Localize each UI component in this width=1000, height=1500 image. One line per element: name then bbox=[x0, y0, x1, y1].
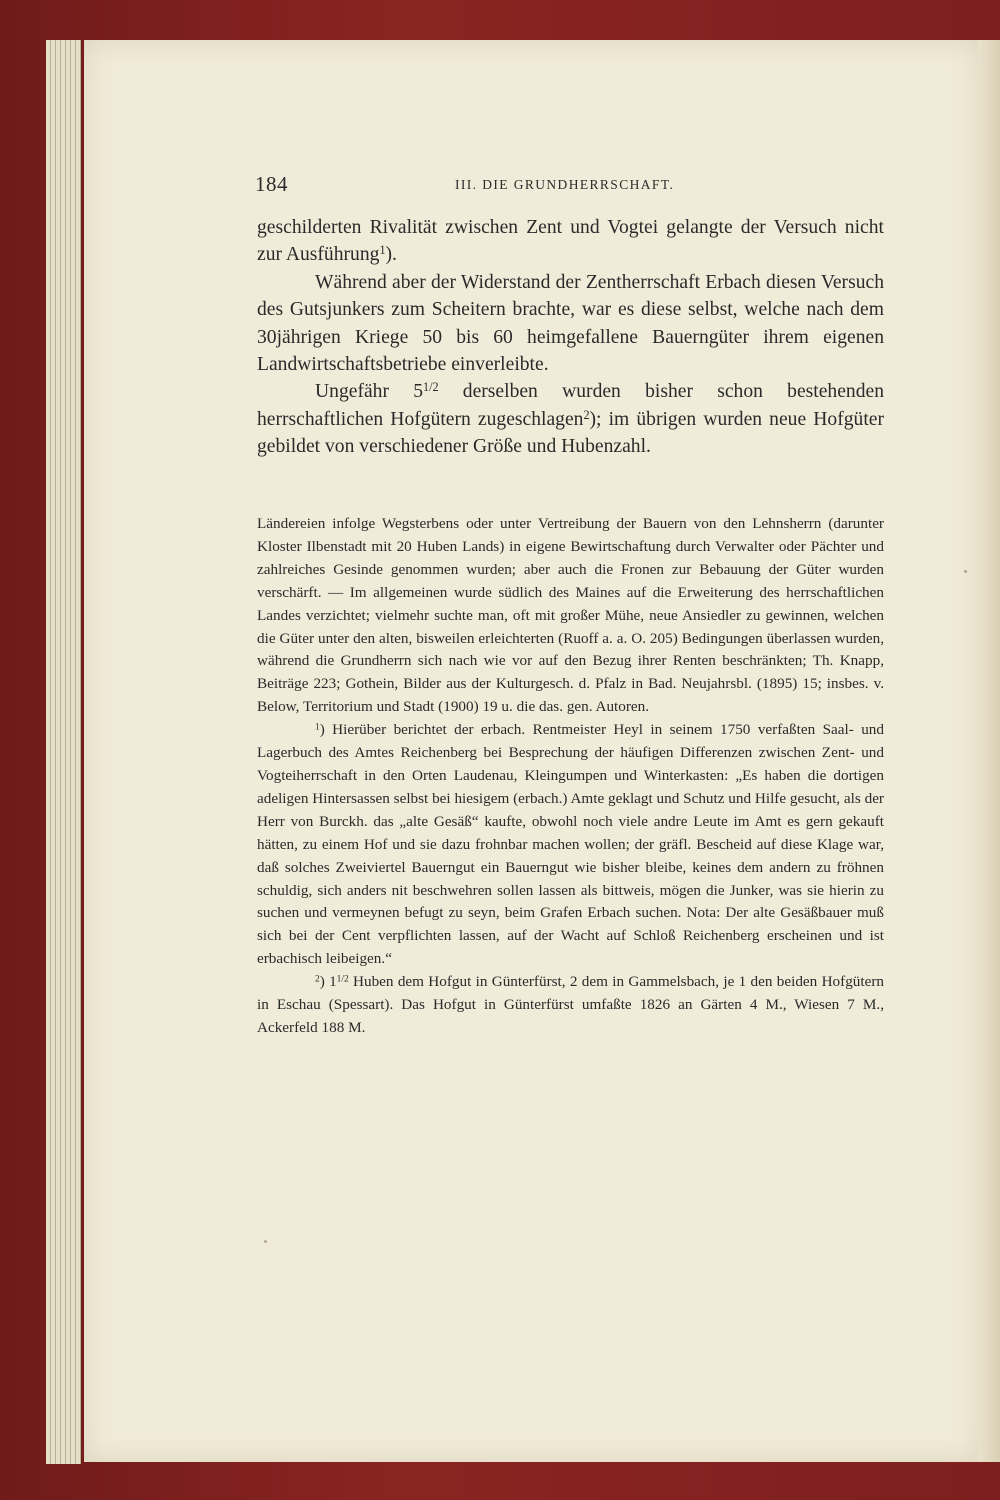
paragraph-text: ); im übrigen wurden neue Hofgüter gebildet von verschiedener Größe und Hubenzahl. bbox=[257, 408, 884, 458]
footnotes bbox=[257, 513, 884, 1040]
paragraph-text: geschilderten Rivalität zwischen Zent und Vogtei gelangte der Versuch nicht zur Ausführung bbox=[257, 217, 884, 266]
paragraph bbox=[257, 378, 884, 460]
paragraph-text: ). bbox=[385, 244, 397, 266]
footnote-mark: 2 bbox=[315, 974, 320, 985]
running-head: III. DIE GRUNDHERRSCHAFT. bbox=[455, 177, 675, 192]
page-edge bbox=[76, 40, 81, 1464]
footnote-ref: 2 bbox=[583, 407, 590, 422]
footnote-mark: 1 bbox=[315, 722, 320, 733]
paragraph-text: derselben wurden bisher schon bestehenden herrschaftlichen Hofgütern zugeschlagen bbox=[257, 381, 885, 430]
footnote-text: Huben dem Hofgut in Günterfürst, 2 dem in Gammelsbach, je 1 den beiden Hofgütern in Eschau (Spessart). Das Hofgut in Günterfürst umfaßte 1826 an Gärten 4 M., Wiesen 7 M., Ackerfeld 188 M. bbox=[257, 973, 884, 1036]
page-number: 184 bbox=[255, 172, 288, 196]
paragraph: Während aber der Widerstand der Zentherrschaft Erbach diesen Versuch des Gutsjunkers zum Scheitern brachte, war es diese selbst, welche nach dem 30jährigen Kriege 50 bis 60 heimgefallene Bauerngüter ihrem eigenen Landwirtschaftsbetriebe einverleibte. bbox=[257, 271, 884, 376]
page-header bbox=[255, 168, 885, 202]
footnote-1 bbox=[257, 719, 884, 971]
fraction: 1/2 bbox=[423, 380, 439, 395]
paragraph-text: Ungefähr 5 bbox=[315, 381, 424, 403]
footnote-continuation: Ländereien infolge Wegsterbens oder unter Vertreibung der Bauern von den Lehnsherrn (darunter Kloster Ilbenstadt mit 20 Huben Lands) in eigene Bewirtschaftung durch Verwalter oder Pächter und zahlreiches Gesinde genommen wurden; aber auch die Fronen zur Bebauung der Güter wurden verschärft. — Im allgemeinen wurde südlich des Maines auf die Erweiterung des herrschaftlichen Landes verzichtet; vielmehr suchte man, oft mit großer Mühe, neue Ansiedler zu gewinnen, welchen die Güter unter den alten, bisweilen erleichterten (Ruoff a. a. O. 205) Bedingungen überlassen wurden, während die Grundherrn sich nach wie vor auf den Bezug ihrer Renten beschränkten; Th. Knapp, Beiträge 223; Gothein, Bilder aus der Kulturgesch. d. Pfalz in Bad. Neujahrsbl. (1895) 15; insbes. v. Below, Territorium und Stadt (1900) 19 u. die das. gen. Autoren. bbox=[257, 515, 884, 716]
paper-speck bbox=[264, 1240, 267, 1243]
paper-speck bbox=[964, 570, 967, 573]
footnote-2 bbox=[257, 971, 884, 1040]
footnote-ref: 1 bbox=[379, 243, 386, 258]
footnote-text: ) 1 bbox=[319, 973, 337, 991]
next-page-edge bbox=[978, 40, 1000, 1462]
body-text bbox=[257, 214, 884, 461]
fraction: 1/2 bbox=[336, 974, 349, 985]
paragraph bbox=[257, 214, 884, 269]
footnote-text: ) Hierüber berichtet der erbach. Rentmeister Heyl in seinem 1750 verfaßten Saal- und Lagerbuch des Amtes Reichenberg bei Besprechung der häufigen Differenzen zwischen Zent- und Vogteiherrschaft in den Orten Laudenau, Kleingumpen und Winterkasten: „Es haben die dortigen adeligen Hintersassen selbst bei hiesigem (erbach.) Amte geklagt und Schutz und Hilfe gesucht, als der Herr von Burckh. das „alte Gesäß“ kaufte, obwohl noch viele andre Leute im Amt es gern gekauft hätten, zu einem Hof und sie dazu frohnbar machen wollen; der gräfl. Bescheid auf diese Klage war, daß solches Zweiviertel Bauerngut ein Bauerngut wie bisher bleibe, keines dem andern zu fröhnen schuldig, sich anders nit beschwehren sollen lassen als bittweis, mögen die Junker, was sie hierin zu suchen und vermeynen befugt zu seyn, beim Grafen Erbach suchen. Nota: Der alte Gesäßbauer muß sich bei der Cent verpflichten lassen, auf der Wacht auf Schloß Reichenberg erscheinen und ist erbachisch leibeigen.“ bbox=[257, 721, 884, 968]
